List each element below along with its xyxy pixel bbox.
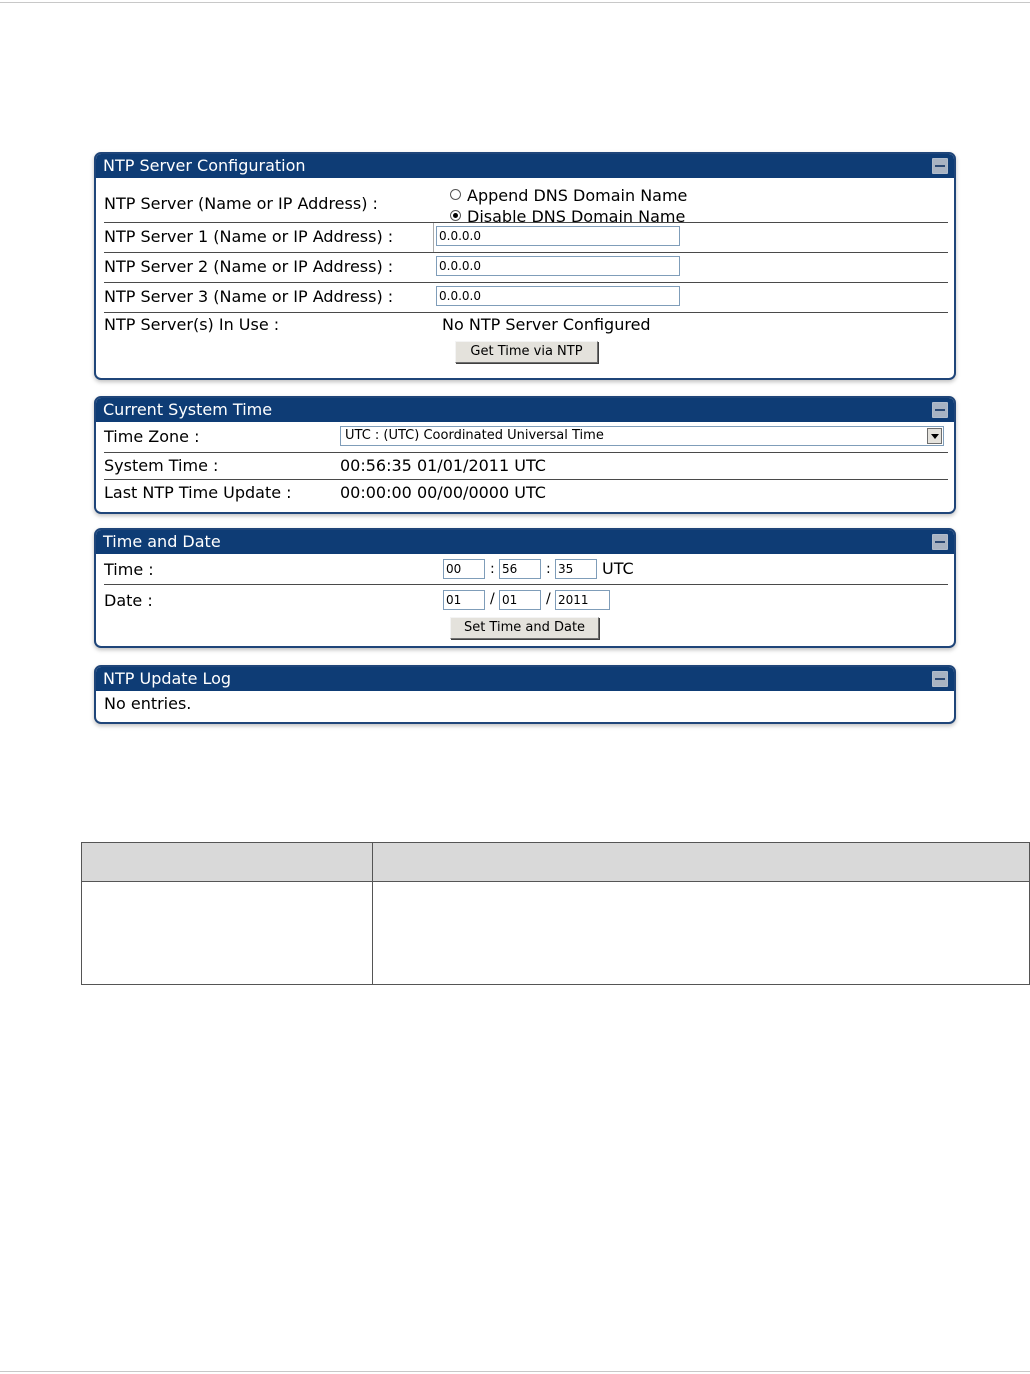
- set-time-and-date-button[interactable]: Set Time and Date: [450, 617, 599, 639]
- time-and-date-panel: [94, 528, 956, 648]
- panel-header: [96, 398, 954, 422]
- time-zone-label: Time Zone :: [104, 427, 200, 446]
- panel-title: NTP Update Log: [103, 669, 232, 688]
- ntp-server-label: NTP Server (Name or IP Address) :: [104, 194, 378, 213]
- ntp-in-use-row: [104, 313, 948, 377]
- radio-append-dns[interactable]: Append DNS Domain Name: [450, 185, 687, 206]
- radio-disable-icon[interactable]: [450, 210, 461, 221]
- last-ntp-update-label: Last NTP Time Update :: [104, 483, 292, 502]
- ntp-server-3-row: [104, 283, 948, 313]
- collapse-icon[interactable]: [932, 534, 948, 550]
- table-header-row: [82, 843, 1030, 882]
- radio-append-icon[interactable]: [450, 189, 461, 200]
- ntp-server-3-input[interactable]: 0.0.0.0: [436, 286, 680, 306]
- top-rule: [0, 2, 1030, 3]
- date-separator: /: [546, 591, 551, 607]
- collapse-icon[interactable]: [932, 671, 948, 687]
- collapse-icon[interactable]: [932, 158, 948, 174]
- ntp-update-log-panel: [94, 665, 956, 724]
- panel-title: NTP Server Configuration: [103, 156, 306, 175]
- ntp-in-use-label: NTP Server(s) In Use :: [104, 315, 280, 334]
- ntp-server-option-row: [104, 178, 948, 226]
- collapse-icon[interactable]: [932, 402, 948, 418]
- ntp-server-2-input[interactable]: 0.0.0.0: [436, 256, 680, 276]
- ntp-server-3-label: NTP Server 3 (Name or IP Address) :: [104, 287, 394, 306]
- panel-header: [96, 667, 954, 691]
- panel-title: Time and Date: [103, 532, 221, 551]
- column-divider: [433, 223, 434, 252]
- panel-header: [96, 530, 954, 554]
- ntp-server-1-input[interactable]: 0.0.0.0: [436, 226, 680, 246]
- ntp-in-use-value: No NTP Server Configured: [442, 315, 651, 334]
- year-input[interactable]: 2011: [555, 590, 610, 610]
- time-separator: :: [490, 561, 495, 577]
- last-ntp-update-value: 00:00:00 00/00/0000 UTC: [340, 483, 546, 502]
- table-cell: [82, 882, 373, 985]
- ntp-server-2-row: [104, 253, 948, 283]
- date-row: [104, 585, 948, 643]
- system-time-label: System Time :: [104, 456, 219, 475]
- bottom-rule: [0, 1371, 1030, 1372]
- date-separator: /: [490, 591, 495, 607]
- log-entries-text: No entries.: [104, 694, 192, 713]
- table-header-cell: [82, 843, 373, 882]
- attribute-table: [81, 842, 1030, 985]
- hour-input[interactable]: 00: [443, 559, 485, 579]
- day-input[interactable]: 01: [443, 590, 485, 610]
- time-row: [104, 554, 948, 585]
- table-row: [82, 882, 1030, 985]
- get-time-via-ntp-button[interactable]: Get Time via NTP: [455, 341, 598, 363]
- panel-header: [96, 154, 954, 178]
- radio-disable-dns[interactable]: Disable DNS Domain Name: [450, 206, 687, 227]
- time-separator: :: [546, 561, 551, 577]
- chevron-down-icon[interactable]: [927, 428, 942, 444]
- panel-title: Current System Time: [103, 400, 273, 419]
- time-zone-row: [104, 422, 948, 453]
- utc-label: UTC: [602, 559, 634, 578]
- ntp-server-1-label: NTP Server 1 (Name or IP Address) :: [104, 227, 394, 246]
- log-row: [104, 691, 948, 719]
- table-header-cell: [373, 843, 1030, 882]
- month-input[interactable]: 01: [499, 590, 541, 610]
- system-time-value: 00:56:35 01/01/2011 UTC: [340, 456, 546, 475]
- dns-option-group: [450, 185, 687, 227]
- current-system-time-panel: [94, 396, 956, 514]
- second-input[interactable]: 35: [555, 559, 597, 579]
- date-label: Date :: [104, 591, 153, 610]
- system-time-row: [104, 453, 948, 480]
- time-zone-select[interactable]: UTC : (UTC) Coordinated Universal Time: [340, 426, 944, 446]
- table-cell: [373, 882, 1030, 985]
- ntp-server-2-label: NTP Server 2 (Name or IP Address) :: [104, 257, 394, 276]
- time-label: Time :: [104, 560, 154, 579]
- ntp-server-1-row: [104, 223, 948, 253]
- last-ntp-update-row: [104, 480, 948, 506]
- minute-input[interactable]: 56: [499, 559, 541, 579]
- ntp-server-config-panel: [94, 152, 956, 380]
